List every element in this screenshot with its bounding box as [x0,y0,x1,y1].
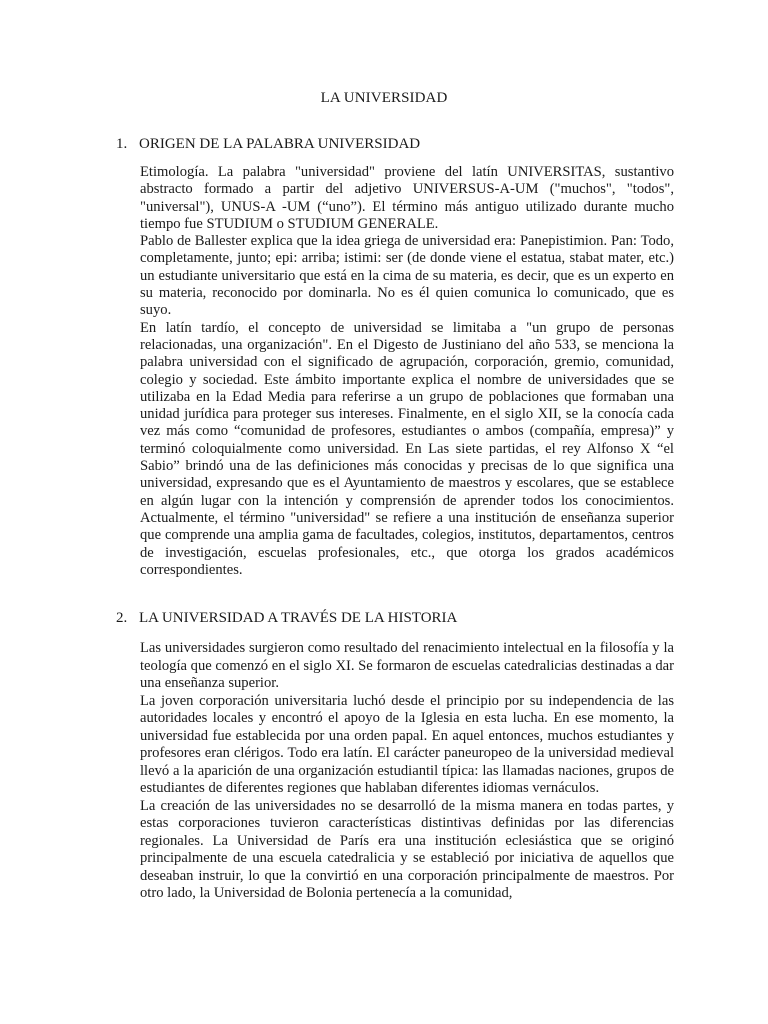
paragraph-etimologia: Etimología. La palabra "universidad" proviene del latín UNIVERSITAS, sustantivo abstracto formado a partir del adjetivo UNIVERSUS-A-UM ("muchos", "todos", "universal"), UNUS-A -UM (“uno”). El término más antiguo utilizado durante mucho tiempo fue STUDIUM o STUDIUM GENERALE. [140,164,674,232]
section-body-origen [140,164,674,579]
paragraph-creacion: La creación de las universidades no se desarrolló de la misma manera en todas partes, y estas corporaciones tuvieron características distintivas definidas por las diferencias regionales. La Universidad de París era una institución eclesiástica que se originó principalmente de una escuela catedralicia y se estableció por iniciativa de aquellos que deseaban instruir, lo que la convirtió en una corporación principalmente de maestros. Por otro lado, la Universidad de Bolonia pertenecía a la comunidad, [140,797,674,901]
section-number: 2. [116,610,128,626]
paragraph-ballester: Pablo de Ballester explica que la idea griega de universidad era: Panepistimion. Pan: Todo, completamente, junto; epi: arriba; istimi: ser (de donde viene el estatua, stabat mater, etc.) un estudiante universitario que está en la cima de su materia, es decir, que es un experto en su materia, reconocido por dominarla. No es él quien comunica lo comunicado, que es suyo. [140,233,674,319]
section-heading-text: ORIGEN DE LA PALABRA UNIVERSIDAD [139,136,421,152]
document-title: LA UNIVERSIDAD [320,90,448,106]
paragraph-corporacion: La joven corporación universitaria luchó desde el principio por su independencia de las autoridades locales y encontró el apoyo de la Iglesia en esta lucha. En ese momento, la universidad fue establecida por una orden papal. En aquel entonces, muchos estudiantes y profesores eran clérigos. Todo era latín. El carácter paneuropeo de la universidad medieval llevó a la aparición de una organización estudiantil típica: las llamadas naciones, grupos de estudiantes de diferentes regiones que hablaban diferentes idiomas vernáculos. [140,692,674,796]
section-heading-text: LA UNIVERSIDAD A TRAVÉS DE LA HISTORIA [139,610,458,626]
section-number: 1. [116,136,128,152]
paragraph-latin-tardio: En latín tardío, el concepto de universidad se limitaba a "un grupo de personas relacionadas, una organización". En el Digesto de Justiniano del año 533, se menciona la palabra universidad con el significado de agrupación, corporación, gremio, comunidad, colegio y sociedad. Este ámbito importante explica el nombre de universidades que se utilizaba en la Edad Media para referirse a un grupo de poblaciones que formaban una unidad jurídica para proteger sus intereses. Finalmente, en el siglo XII, se la conocía cada vez más como “comunidad de profesores, estudiantes o ambos (compañía, empresa)” y terminó coloquialmente como universidad. En Las siete partidas, el rey Alfonso X “el Sabio” brindó una de las definiciones más conocidas y precisas de lo que significa una universidad, expresando que es el Ayuntamiento de maestros y escolares, que se establece en algún lugar con la intención y comprensión de aprender todos los conocimientos. Actualmente, el término "universidad" se refiere a una institución de enseñanza superior que comprende una amplia gama de facultades, colegios, institutos, departamentos, centros de investigación, escuelas profesionales, etc., que otorga los grados académicos correspondientes. [140,319,674,578]
paragraph-origen-universidades: Las universidades surgieron como resultado del renacimiento intelectual en la filosofía y la teología que comenzó en el siglo XI. Se formaron de escuelas catedralicias destinadas a dar una enseñanza superior. [140,640,674,691]
section-heading-historia [116,609,457,627]
section-heading-origen [116,135,420,153]
section-body-historia [140,640,674,903]
